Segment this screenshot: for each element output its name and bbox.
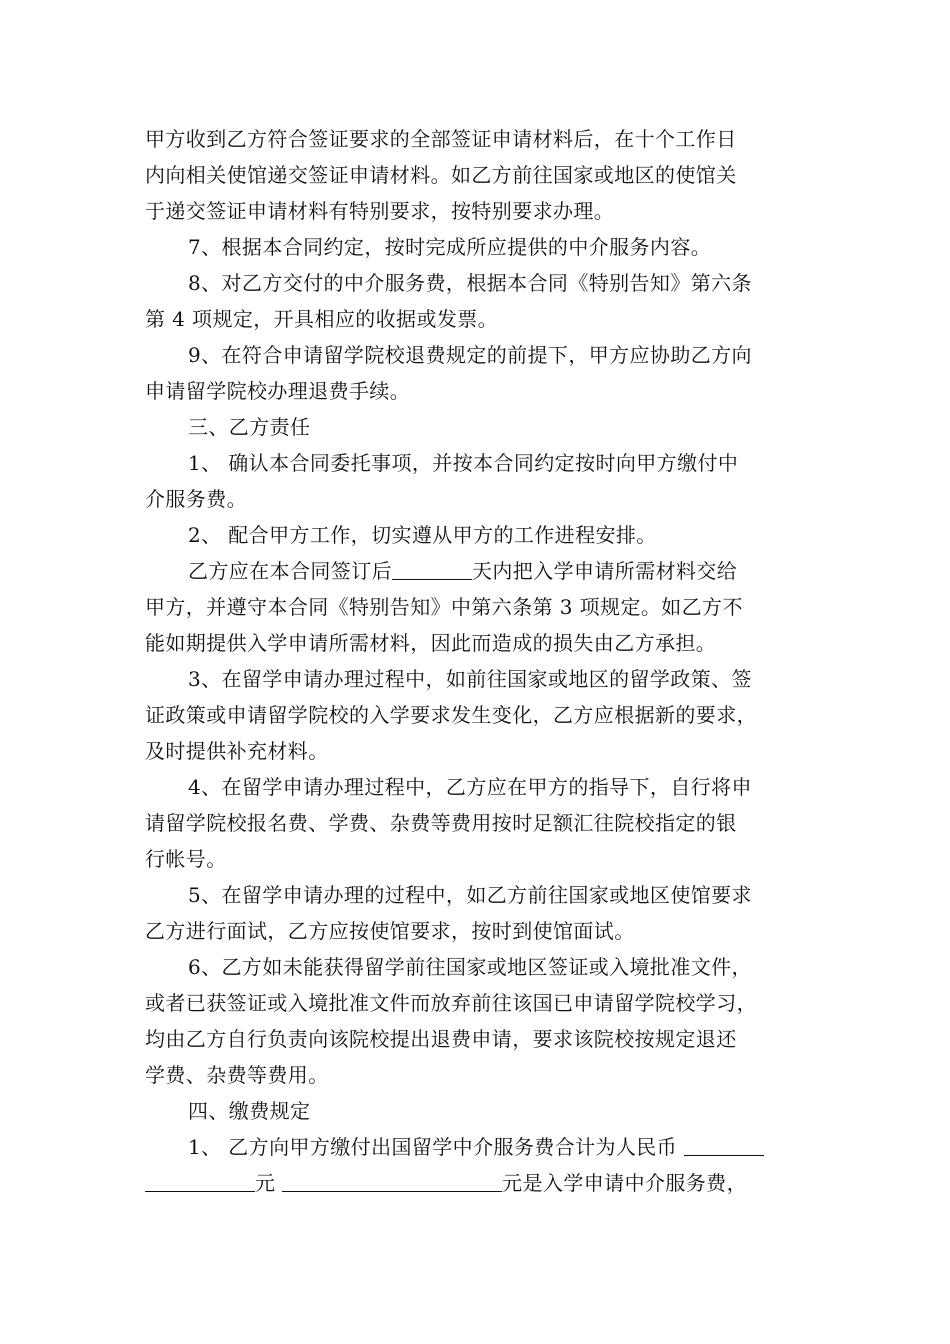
text-line xyxy=(145,1057,822,1093)
line-text: 元是入学申请中介服务费， xyxy=(502,1171,747,1195)
text-line xyxy=(145,1165,822,1201)
fill-in-blank[interactable] xyxy=(684,1133,764,1156)
text-line xyxy=(145,373,822,409)
line-text: 证政策或申请留学院校的入学要求发生变化，乙方应根据新的要求， xyxy=(145,703,757,727)
line-text: 乙方进行面试，乙方应按使馆要求，按时到使馆面试。 xyxy=(145,919,635,943)
fill-in-blank[interactable] xyxy=(392,557,472,580)
line-text: 3、在留学申请办理过程中，如前往国家或地区的留学政策、签 xyxy=(188,667,752,691)
text-line xyxy=(145,301,822,337)
line-text: 5、在留学申请办理的过程中，如乙方前往国家或地区使馆要求 xyxy=(188,883,752,907)
line-text: 甲方，并遵守本合同《特别告知》中第六条第 3 项规定。如乙方不 xyxy=(145,595,743,619)
line-text: 介服务费。 xyxy=(145,487,247,511)
line-text: 三、乙方责任 xyxy=(188,415,311,439)
text-line xyxy=(145,229,822,265)
line-text: 及时提供补充材料。 xyxy=(145,739,329,763)
text-line xyxy=(145,517,822,553)
line-text: 1、 乙方向甲方缴付出国留学中介服务费合计为人民币 xyxy=(188,1135,684,1159)
text-line xyxy=(145,589,822,625)
line-text: 4、在留学申请办理过程中，乙方应在甲方的指导下，自行将申 xyxy=(188,775,752,799)
text-line xyxy=(145,733,822,769)
line-text: 6、乙方如未能获得留学前往国家或地区签证或入境批准文件， xyxy=(188,955,752,979)
line-text: 天内把入学申请所需材料交给 xyxy=(472,559,738,583)
text-line xyxy=(145,661,822,697)
document-body xyxy=(145,121,822,1201)
line-text: 于递交签证申请材料有特别要求，按特别要求办理。 xyxy=(145,199,615,223)
line-text: 元 xyxy=(255,1171,283,1195)
text-line xyxy=(145,985,822,1021)
fill-in-blank[interactable] xyxy=(282,1169,502,1192)
text-line xyxy=(145,445,822,481)
text-line xyxy=(145,697,822,733)
line-text: 内向相关使馆递交签证申请材料。如乙方前往国家或地区的使馆关 xyxy=(145,163,737,187)
text-line xyxy=(145,769,822,805)
line-text: 能如期提供入学申请所需材料，因此而造成的损失由乙方承担。 xyxy=(145,631,717,655)
text-line xyxy=(145,625,822,661)
text-line xyxy=(145,949,822,985)
text-line xyxy=(145,157,822,193)
text-line xyxy=(145,1093,822,1129)
line-text: 请留学院校报名费、学费、杂费等费用按时足额汇往院校指定的银 xyxy=(145,811,737,835)
line-text: 第 4 项规定，开具相应的收据或发票。 xyxy=(145,307,499,331)
line-text: 行帐号。 xyxy=(145,847,227,871)
text-line xyxy=(145,193,822,229)
line-text: 甲方收到乙方符合签证要求的全部签证申请材料后，在十个工作日 xyxy=(145,127,737,151)
text-line xyxy=(145,913,822,949)
text-line xyxy=(145,265,822,301)
line-text: 8、对乙方交付的中介服务费，根据本合同《特别告知》第六条 xyxy=(188,271,752,295)
line-text: 学费、杂费等费用。 xyxy=(145,1063,329,1087)
line-text: 申请留学院校办理退费手续。 xyxy=(145,379,411,403)
line-text: 均由乙方自行负责向该院校提出退费申请，要求该院校按规定退还 xyxy=(145,1027,737,1051)
line-text: 1、 确认本合同委托事项，并按本合同约定按时向甲方缴付中 xyxy=(188,451,739,475)
text-line xyxy=(145,877,822,913)
text-line xyxy=(145,553,822,589)
line-text: 2、 配合甲方工作，切实遵从甲方的工作进程安排。 xyxy=(188,523,657,547)
text-line xyxy=(145,121,822,157)
text-line xyxy=(145,1129,822,1165)
line-text: 四、缴费规定 xyxy=(188,1099,311,1123)
line-text: 9、在符合申请留学院校退费规定的前提下，甲方应协助乙方向 xyxy=(188,343,752,367)
line-text: 7、根据本合同约定，按时完成所应提供的中介服务内容。 xyxy=(188,235,712,259)
line-text: 乙方应在本合同签订后 xyxy=(188,559,392,583)
text-line xyxy=(145,337,822,373)
line-text: 或者已获签证或入境批准文件而放弃前往该国已申请留学院校学习， xyxy=(145,991,757,1015)
text-line xyxy=(145,805,822,841)
text-line xyxy=(145,1021,822,1057)
text-line xyxy=(145,409,822,445)
text-line xyxy=(145,481,822,517)
fill-in-blank[interactable] xyxy=(145,1169,255,1192)
text-line xyxy=(145,841,822,877)
